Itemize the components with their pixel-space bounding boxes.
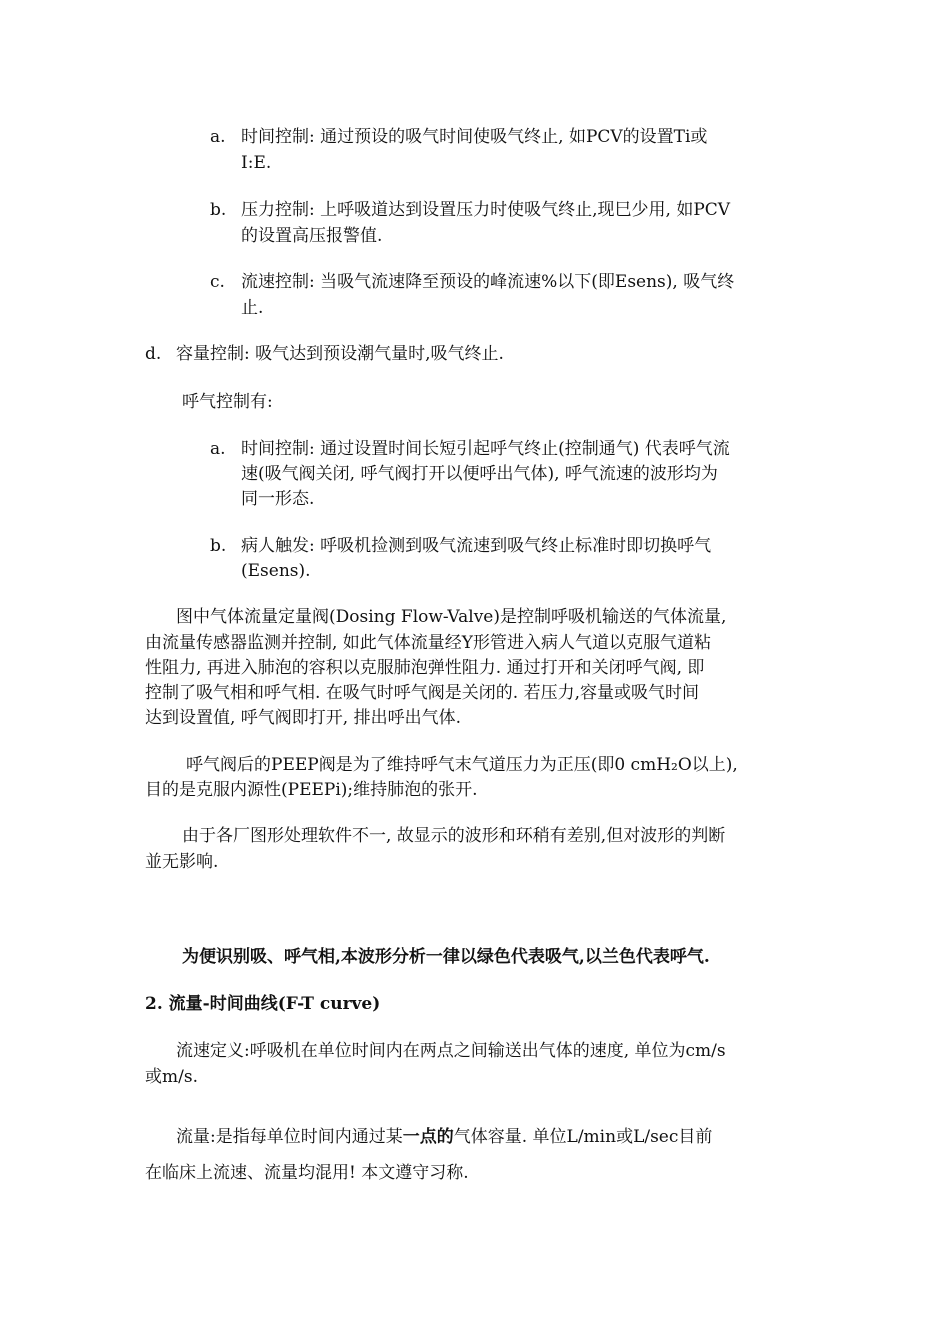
insp-d-line1: 容量控制: 吸气达到预设潮气量时,吸气终止. — [176, 344, 504, 364]
insp-c-line2: 止. — [241, 298, 264, 318]
dosing-line2: 由流量传感器监测并控制, 如此气体流量经Y形管进入病人气道以克服气道粘 — [145, 633, 712, 653]
insp-a-line2: I:E. — [241, 153, 272, 173]
item-marker-a: a. — [210, 127, 226, 147]
software-line1: 由于各厂图形处理软件不一, 故显示的波形和环稍有差别,但对波形的判断 — [182, 826, 726, 846]
item-marker-b: b. — [210, 200, 227, 220]
peep-line2: 目的是克服内源性(PEEPi);维持肺泡的张开. — [145, 780, 478, 800]
expiration-heading: 呼气控制有: — [182, 392, 273, 412]
exp-b-line2: (Esens). — [241, 561, 311, 581]
insp-b-line1: 压力控制: 上呼吸道达到设置压力时使吸气终止,现巳少用, 如PCV — [241, 200, 731, 220]
insp-b-line2: 的设置高压报警值. — [241, 226, 383, 246]
exp-marker-b: b. — [210, 536, 227, 556]
item-marker-c: c. — [210, 272, 225, 292]
flow-line1 — [176, 1124, 712, 1150]
insp-c-line1: 流速控制: 当吸气流速降至预设的峰流速%以下(即Esens), 吸气终 — [241, 272, 735, 292]
exp-a-line2: 速(吸气阀关闭, 呼气阀打开以便呼出气体), 呼气流速的波形均为 — [241, 464, 718, 484]
exp-marker-a: a. — [210, 439, 226, 459]
flow-suffix: 气体容量. 单位L/min或L/sec目前 — [453, 1127, 713, 1147]
flow-line2: 在临床上流速、流量均混用! 本文遵守习称. — [145, 1163, 469, 1183]
exp-a-line3: 同一形态. — [241, 489, 315, 509]
section-2-heading: 2. 流量-时间曲线(F-T curve) — [145, 994, 381, 1014]
flow-prefix: 流量:是指每单位时间内通过某 — [176, 1127, 403, 1147]
exp-b-line1: 病人触发: 呼吸机捡测到吸气流速到吸气终止标准时即切换呼气 — [241, 536, 712, 556]
insp-a-line1: 时间控制: 通过预设的吸气时间使吸气终止, 如PCV的设置Ti或 — [241, 127, 708, 147]
exp-a-line1: 时间控制: 通过设置时间长短引起呼气终止(控制通气) 代表呼气流 — [241, 439, 730, 459]
dosing-line3: 性阻力, 再进入肺泡的容积以克服肺泡弹性阻力. 通过打开和关闭呼气阀, 即 — [145, 658, 705, 678]
flow-emphasis: 一点的 — [402, 1127, 454, 1147]
software-line2: 並无影响. — [145, 852, 219, 872]
velocity-line1: 流速定义:呼吸机在单位时间内在两点之间输送出气体的速度, 单位为cm/s — [176, 1041, 726, 1061]
color-note: 为便识别吸、呼气相,本波形分析一律以绿色代表吸气,以兰色代表呼气. — [182, 947, 710, 967]
item-marker-d: d. — [145, 344, 162, 364]
velocity-line2: 或m/s. — [145, 1067, 198, 1087]
peep-line1: 呼气阀后的PEEP阀是为了维持呼气末气道压力为正压(即0 cmH₂O以上), — [186, 755, 738, 775]
dosing-line1: 图中气体流量定量阀(Dosing Flow-Valve)是控制呼吸机输送的气体流量, — [176, 607, 727, 627]
dosing-line5: 达到设置值, 呼气阀即打开, 排出呼出气体. — [145, 708, 462, 728]
dosing-line4: 控制了吸气相和呼气相. 在吸气时呼气阀是关闭的. 若压力,容量或吸气时间 — [145, 683, 700, 703]
